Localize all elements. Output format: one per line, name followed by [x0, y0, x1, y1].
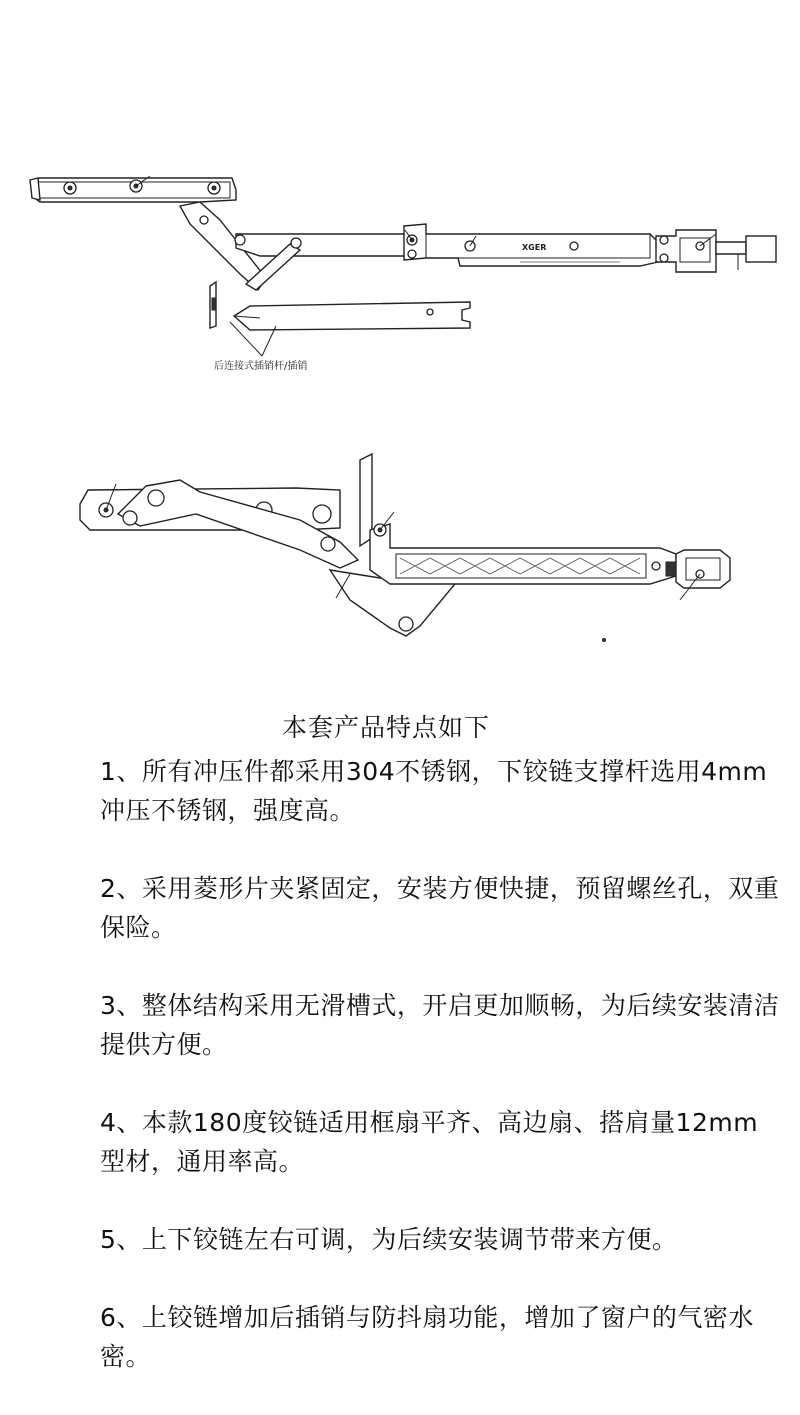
stray-mark [603, 639, 606, 642]
rear-latch-rod [210, 282, 470, 356]
upper-hinge-corner-stub [30, 178, 40, 200]
feature-item: 3、整体结构采用无滑槽式，开启更加顺畅，为后续安装清洁提供方便。 [100, 991, 780, 1059]
upper-hinge-svg [0, 150, 800, 380]
lower-hinge-end-bracket [666, 550, 730, 600]
lower-hinge-sash-bar [370, 512, 676, 584]
upper-hinge-arms [180, 202, 410, 290]
feature-item: 5、上下铰链左右可调，为后续安装调节带来方便。 [100, 1225, 678, 1254]
upper-hinge-end-bracket [656, 230, 776, 272]
feature-item: 2、采用菱形片夹紧固定，安装方便快捷，预留螺丝孔，双重保险。 [100, 874, 780, 942]
feature-item: 1、所有冲压件都采用304不锈钢，下铰链支撑杆选用4mm冲压不锈钢，强度高。 [100, 757, 768, 825]
feature-item: 6、上铰链增加后插销与防抖扇功能，增加了窗户的气密水密。 [100, 1303, 754, 1371]
lower-hinge-svg [0, 450, 800, 660]
upper-hinge-drawing [0, 150, 800, 380]
features-title: 本套产品特点如下 [281, 713, 490, 742]
rear-latch-caption: 后连接式插销杆/插销 [214, 361, 308, 372]
upper-hinge-slide-bar [404, 224, 658, 266]
lower-hinge-drawing [0, 450, 800, 660]
features-list [100, 752, 780, 1415]
feature-item: 4、本款180度铰链适用框扇平齐、高边扇、搭肩量12mm型材，通用率高。 [100, 1108, 759, 1176]
upper-hinge-mount-plate [32, 176, 236, 202]
svg-text:XGER: XGER [522, 243, 547, 252]
